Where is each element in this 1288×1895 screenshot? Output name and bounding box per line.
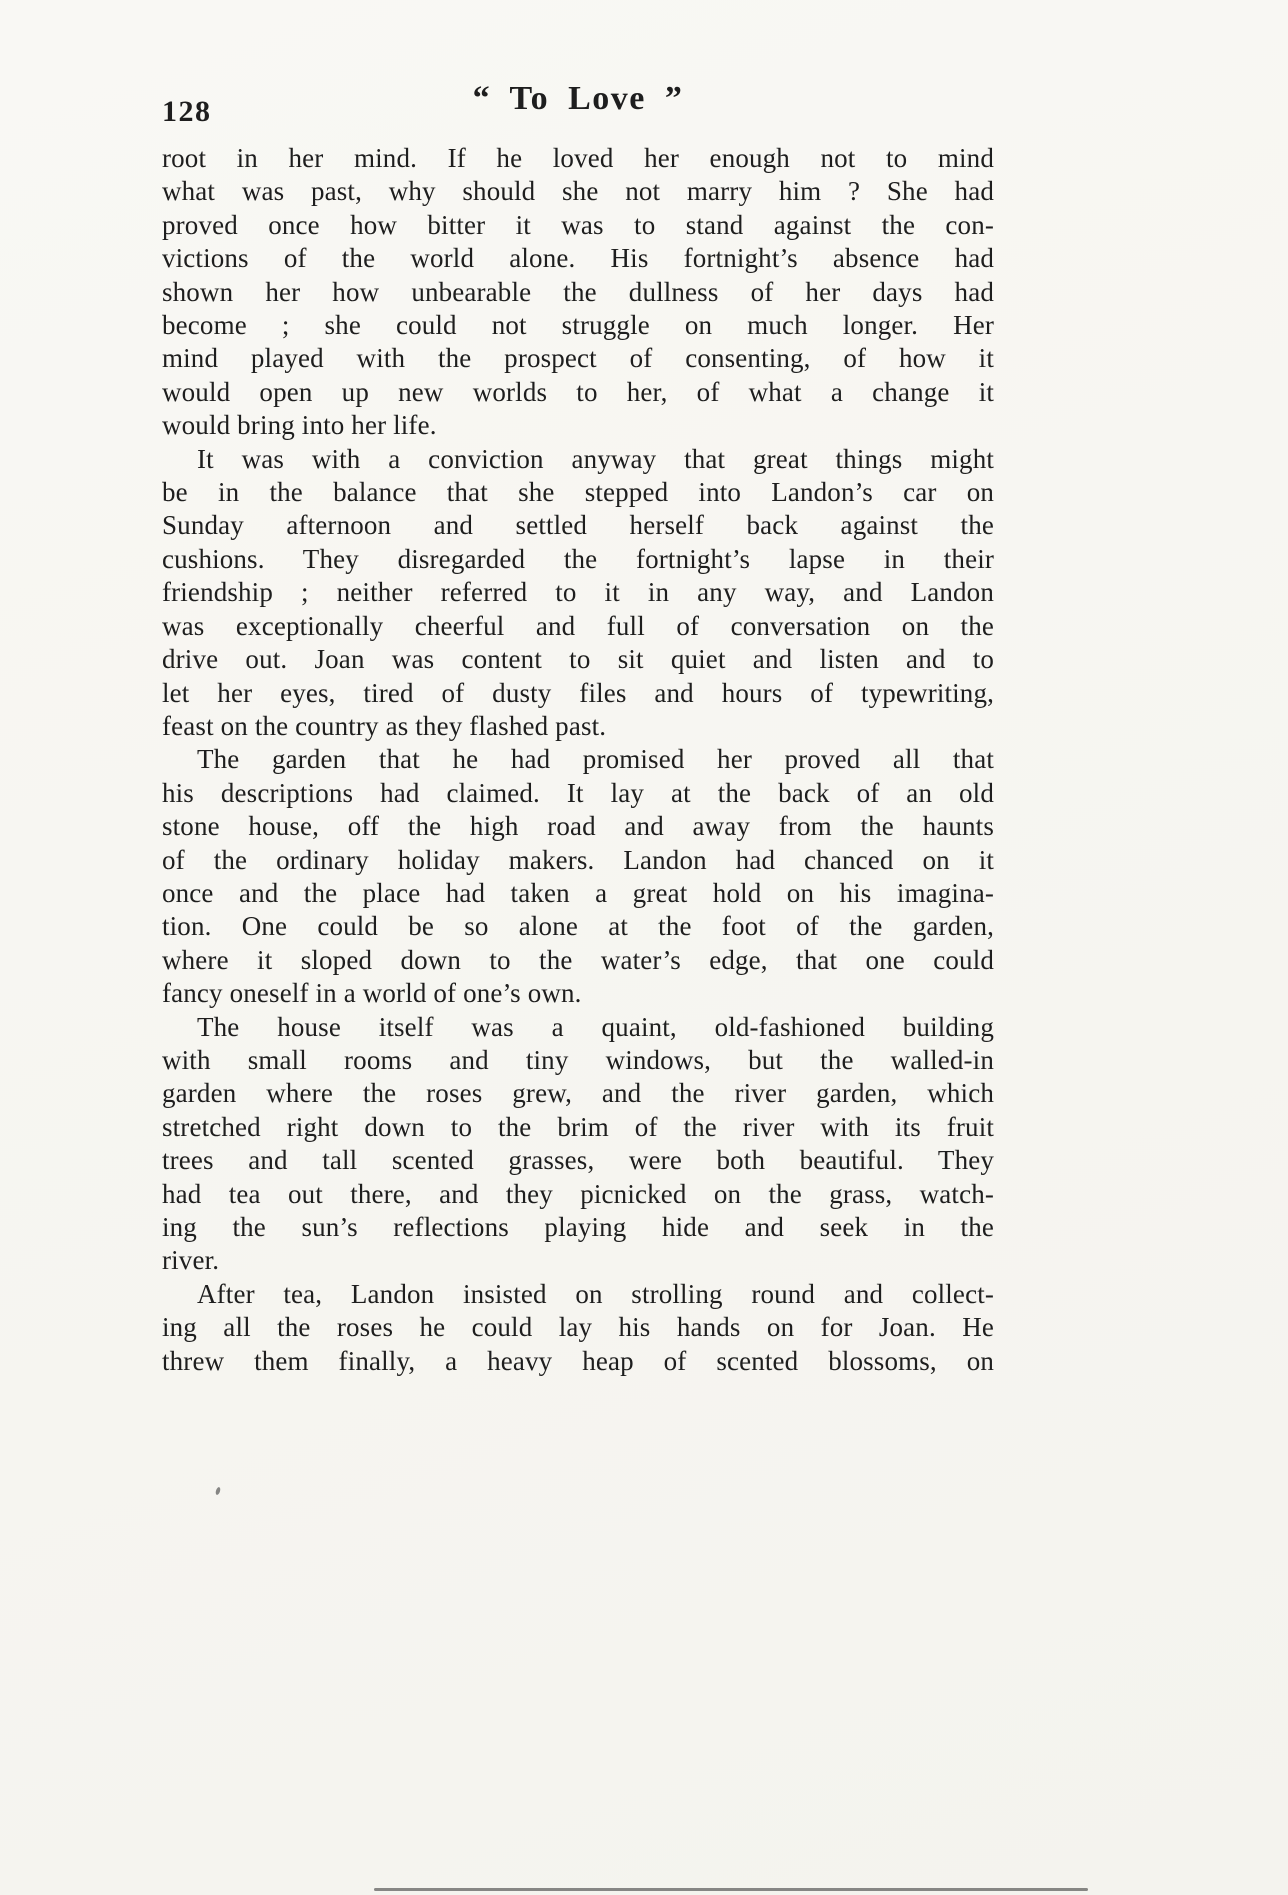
paragraph bbox=[162, 1011, 994, 1278]
paragraph bbox=[162, 743, 994, 1010]
paragraph bbox=[162, 1278, 994, 1378]
text-line: The house itself was a quaint, old-fashioned building bbox=[197, 1011, 994, 1042]
text-line: After tea, Landon insisted on strolling round and collect- bbox=[197, 1278, 994, 1309]
text-line: once and the place had taken a great hold on his imagina- bbox=[162, 877, 994, 908]
text-line: trees and tall scented grasses, were both beautiful. They bbox=[162, 1145, 994, 1176]
page-number: 128 bbox=[162, 95, 212, 128]
page-body bbox=[162, 142, 994, 1378]
text-line: The garden that he had promised her proved all that bbox=[197, 744, 994, 775]
text-line: be in the balance that she stepped into Landon’s car on bbox=[162, 477, 994, 508]
paragraph bbox=[162, 142, 994, 443]
text-line: proved once how bitter it was to stand against the con- bbox=[162, 209, 994, 240]
text-line: stone house, off the high road and away from the haunts bbox=[162, 811, 994, 842]
text-line: threw them finally, a heavy heap of scented blossoms, on bbox=[162, 1345, 994, 1376]
text-line: would open up new worlds to her, of what a change it bbox=[162, 376, 994, 407]
text-line: root in her mind. If he loved her enough not to mind bbox=[162, 143, 994, 173]
text-line: friendship ; neither referred to it in any way, and Landon bbox=[162, 577, 994, 608]
text-line: with small rooms and tiny windows, but the walled-in bbox=[162, 1044, 994, 1075]
text-line: Sunday afternoon and settled herself back against the bbox=[162, 510, 994, 541]
text-line: river. bbox=[162, 1245, 220, 1276]
text-line: victions of the world alone. His fortnight’s absence had bbox=[162, 243, 994, 274]
scan-speck bbox=[215, 1487, 221, 1496]
text-line: was exceptionally cheerful and full of conversation on the bbox=[162, 610, 994, 641]
text-line: had tea out there, and they picnicked on the grass, watch- bbox=[162, 1178, 994, 1209]
text-line: shown her how unbearable the dullness of her days had bbox=[162, 276, 994, 307]
text-line: his descriptions had claimed. It lay at the back of an old bbox=[162, 777, 994, 808]
paragraph bbox=[162, 443, 994, 744]
text-line: ing all the roses he could lay his hands on for Joan. He bbox=[162, 1312, 994, 1343]
text-column bbox=[162, 80, 994, 1378]
text-line: stretched right down to the brim of the river with its fruit bbox=[162, 1111, 994, 1142]
text-line: ing the sun’s reflections playing hide and seek in the bbox=[162, 1212, 994, 1242]
text-line: become ; she could not struggle on much longer. Her bbox=[162, 310, 994, 341]
page-header bbox=[162, 80, 994, 132]
text-line: mind played with the prospect of consenting, of how it bbox=[162, 343, 994, 374]
text-line: It was with a conviction anyway that great things might bbox=[197, 443, 994, 474]
text-line: garden where the roses grew, and the river garden, which bbox=[162, 1078, 994, 1109]
text-line: feast on the country as they flashed past. bbox=[162, 710, 607, 741]
text-line: would bring into her life. bbox=[162, 410, 437, 441]
text-line: let her eyes, tired of dusty files and hours of typewriting, bbox=[162, 677, 994, 708]
text-line: drive out. Joan was content to sit quiet and listen and to bbox=[162, 644, 994, 675]
text-line: what was past, why should she not marry him ? She had bbox=[162, 176, 994, 207]
running-title: “ To Love ” bbox=[472, 80, 684, 117]
text-line: tion. One could be so alone at the foot of the garden, bbox=[162, 911, 994, 942]
scan-smudge bbox=[374, 1888, 1088, 1891]
text-line: cushions. They disregarded the fortnight’s lapse in their bbox=[162, 543, 994, 574]
text-line: where it sloped down to the water’s edge, that one could bbox=[162, 944, 994, 975]
text-line: fancy oneself in a world of one’s own. bbox=[162, 978, 582, 1009]
text-line: of the ordinary holiday makers. Landon had chanced on it bbox=[162, 844, 994, 875]
